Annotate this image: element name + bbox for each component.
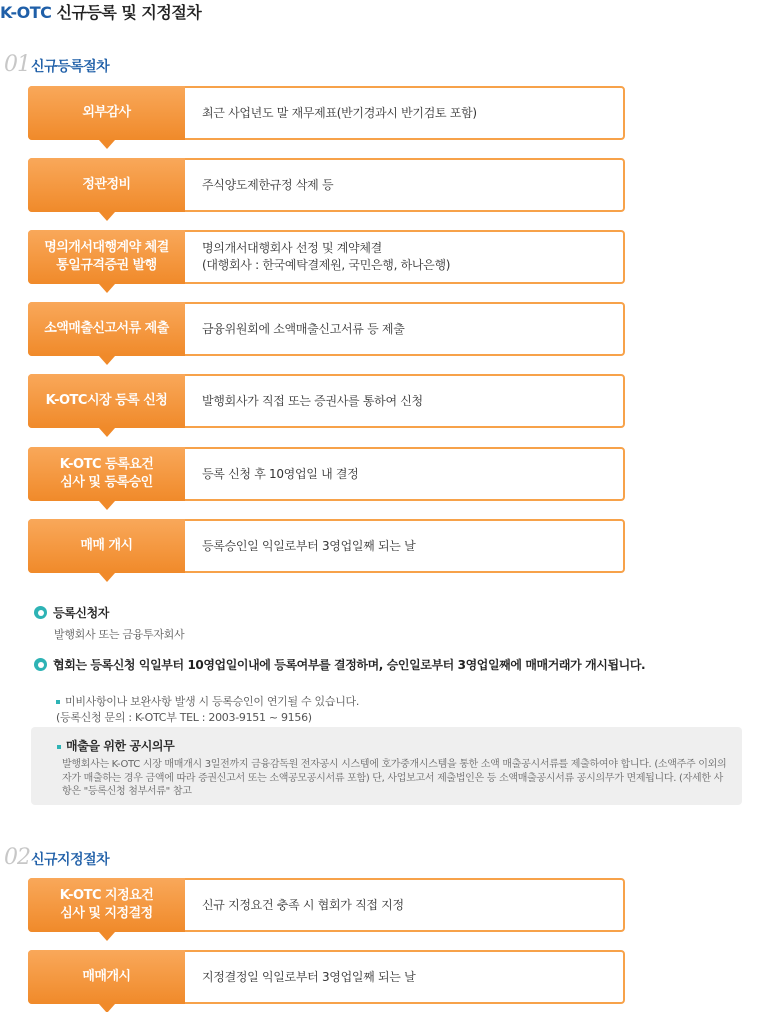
section-heading-registration <box>4 52 109 77</box>
decision-bullet <box>34 656 645 673</box>
step-description: 지정결정일 익일로부터 3영업일째 되는 날 <box>202 969 416 984</box>
step-trading-start <box>28 519 625 573</box>
step-label: 소액매출신고서류 제출 <box>28 302 185 356</box>
step-registration-review <box>28 447 625 501</box>
step-registration-application <box>28 374 625 428</box>
step-description: 주식양도제한규정 삭제 등 <box>202 177 334 192</box>
step-small-offering-filing <box>28 302 625 356</box>
applicant-text: 발행회사 또는 금융투자회사 <box>54 628 185 641</box>
decision-note-text: 미비사항이나 보완사항 발생 시 등록승인이 연기될 수 있습니다. (등록신청 문의 : K-OTC부 TEL : 2003-9151 ~ 9156) <box>56 694 360 724</box>
circle-bullet-icon <box>34 658 47 671</box>
disclosure-info-box <box>31 727 742 805</box>
step-description: 명의개서대행회사 선정 및 계약체결 (대행회사 : 한국예탁결제원, 국민은행, 하나은행) <box>202 241 451 272</box>
square-bullet-icon <box>56 700 60 704</box>
page-title-text: 신규등록 및 지정절차 <box>56 3 202 22</box>
step-designation-review <box>28 878 625 932</box>
step-label: K-OTC시장 등록 신청 <box>28 374 185 428</box>
step-description: 최근 사업년도 말 재무제표(반기경과시 반기검토 포함) <box>202 105 477 120</box>
step-description: 등록 신청 후 10영업일 내 결정 <box>202 466 359 481</box>
step-description: 금융위원회에 소액매출신고서류 등 제출 <box>202 321 405 336</box>
step-label: 외부감사 <box>28 86 185 140</box>
section-label: 신규등록절차 <box>31 59 110 75</box>
step-description: 등록승인일 익일로부터 3영업일째 되는 날 <box>202 538 416 553</box>
step-label: K-OTC 등록요건 심사 및 등록승인 <box>28 447 185 501</box>
step-designation-trading-start <box>28 950 625 1004</box>
square-bullet-icon <box>57 745 61 749</box>
page-title <box>0 0 201 23</box>
applicant-bullet <box>34 604 109 621</box>
step-description: 신규 지정요건 충족 시 협회가 직접 지정 <box>202 897 404 912</box>
decision-note <box>56 678 359 726</box>
step-transfer-agent-contract <box>28 230 625 284</box>
step-description: 발행회사가 직접 또는 증권사를 통하여 신청 <box>202 393 423 408</box>
step-label: 매매 개시 <box>28 519 185 573</box>
applicant-title: 등록신청자 <box>53 606 109 620</box>
step-external-audit <box>28 86 625 140</box>
step-label: 매매개시 <box>28 950 185 1004</box>
disclosure-body: 발행회사는 K-OTC 시장 매매개시 3일전까지 금융감독원 전자공시 시스템에 호가중개시스템을 통한 소액 매출공시서류를 제출하여야 합니다. (소액주주 이외의 자가 매출하는 경우 금액에 따라 증권신고서 또는 소액공모공시서류 포함) 단, 사업보고서 제출법인은 등 소액매출공시서류 공시의무가 면제됩니다. (자세한 사항은 "등록신청 첨부서류" 참고 <box>62 759 727 797</box>
disclosure-title-text: 매출을 위한 공시의무 <box>66 739 175 753</box>
disclosure-title <box>57 737 174 754</box>
page-title-brand: K-OTC <box>0 3 52 22</box>
step-label: 정관정비 <box>28 158 185 212</box>
step-articles-revision <box>28 158 625 212</box>
section-heading-designation <box>4 845 109 870</box>
step-label: 명의개서대행계약 체결 통일규격증권 발행 <box>28 230 185 284</box>
section-label: 신규지정절차 <box>31 852 110 868</box>
step-label: K-OTC 지정요건 심사 및 지정결정 <box>28 878 185 932</box>
section-number: 02 <box>4 845 30 870</box>
decision-title: 협회는 등록신청 익일부터 10영업일이내에 등록여부를 결정하며, 승인일로부터 3영업일째에 매매거래가 개시됩니다. <box>53 658 646 672</box>
section-number: 01 <box>4 52 30 77</box>
circle-bullet-icon <box>34 606 47 619</box>
